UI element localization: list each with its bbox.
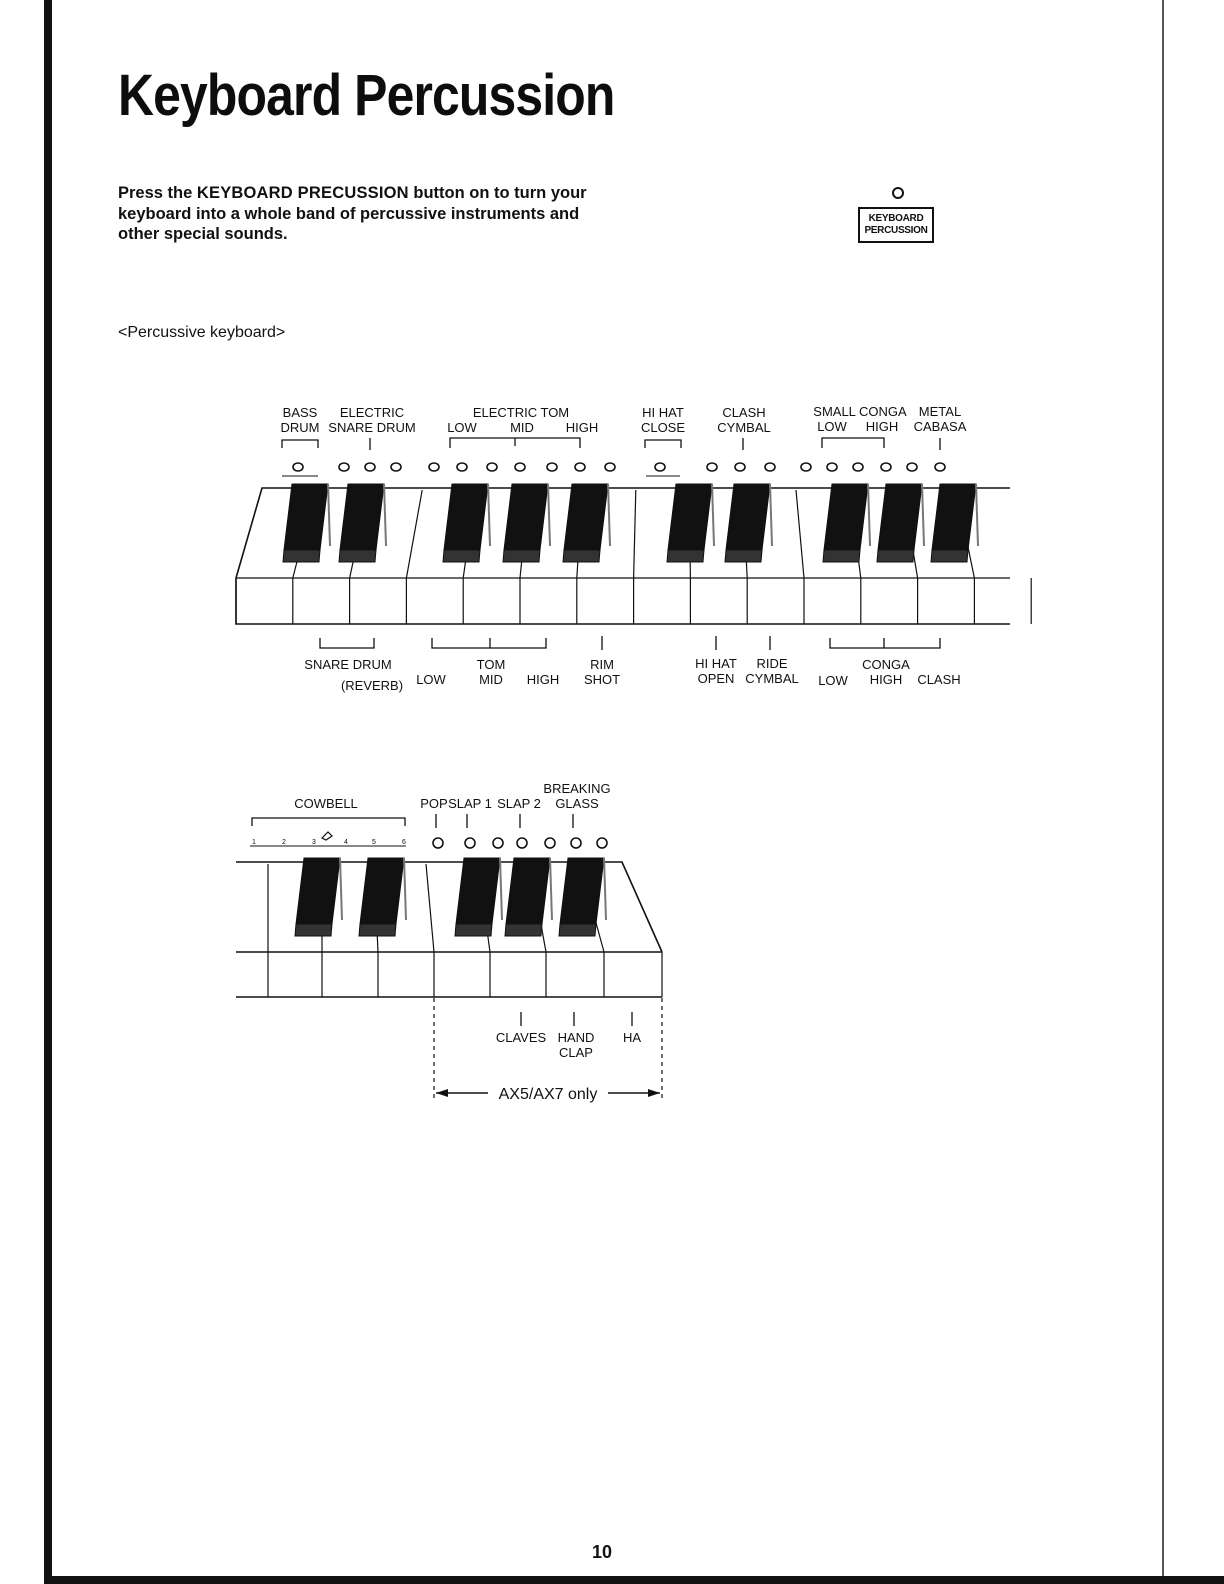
keyboard-percussion-button-line1: KEYBOARD	[868, 213, 924, 224]
percussion-icon	[465, 838, 475, 848]
black-key-9	[878, 484, 922, 550]
black-key-1-edge	[340, 858, 342, 920]
top-brackets-1	[282, 438, 940, 450]
svg-text:6: 6	[402, 839, 406, 846]
black-key-1-edge	[328, 484, 330, 546]
percussion-icon	[293, 463, 303, 471]
cowbell-bracket	[252, 818, 405, 826]
label-bass-drum: DRUM	[280, 420, 320, 435]
label-slap2: SLAP 2	[497, 796, 541, 811]
black-key-10-edge	[976, 484, 978, 546]
black-key-7-front	[725, 550, 762, 562]
percussion-icon	[735, 463, 745, 471]
percussion-icon	[339, 463, 349, 471]
percussion-icon	[597, 838, 607, 848]
black-key-10	[932, 484, 976, 550]
label-conga-low: LOW	[818, 673, 848, 688]
label-electric: ELECTRIC	[339, 405, 405, 420]
black-key-2	[360, 858, 404, 924]
percussion-icon	[487, 463, 497, 471]
percussion-icon	[515, 463, 525, 471]
black-key-2-edge	[384, 484, 386, 546]
label-hihat: HI HAT	[642, 405, 684, 420]
page-title: Keyboard Percussion	[118, 63, 615, 128]
black-key-1	[296, 858, 340, 924]
label-conga: CONGA	[862, 657, 910, 672]
black-key-9-edge	[922, 484, 924, 546]
label-tom-low: LOW	[416, 672, 446, 687]
label-metal-cabasa: CABASA	[913, 419, 967, 434]
black-key-7	[726, 484, 770, 550]
label-tom: TOM	[476, 657, 506, 672]
black-key-9-front	[877, 550, 914, 562]
percussion-icon	[571, 838, 581, 848]
percussion-icon	[881, 463, 891, 471]
svg-text:4: 4	[344, 839, 348, 846]
black-key-4-front	[503, 550, 540, 562]
black-key-1-front	[295, 924, 332, 936]
svg-text:1: 1	[252, 839, 256, 846]
black-key-7-edge	[770, 484, 772, 546]
label-rim-shot: SHOT	[583, 672, 621, 687]
label-hihat-bottom: HI HAT	[695, 656, 737, 671]
black-key-8-edge	[868, 484, 870, 546]
black-key-6-edge	[712, 484, 714, 546]
percussion-icon	[493, 838, 503, 848]
percussion-icon	[547, 463, 557, 471]
percussion-icon	[707, 463, 717, 471]
label-hand: HAND	[557, 1030, 595, 1045]
label-metal: METAL	[918, 404, 962, 419]
black-key-3-edge	[488, 484, 490, 546]
label-clash: CLASH	[722, 405, 766, 420]
intro-prefix: Press the	[118, 184, 197, 202]
intro-suffix: button on to turn your keyboard into a whole band of percussive instruments and other special sounds.	[118, 184, 587, 243]
black-key-1	[284, 484, 328, 550]
label-electric-tom-high: HIGH	[565, 420, 599, 435]
label-breaking: BREAKING	[543, 781, 611, 796]
svg-text:3: 3	[312, 839, 316, 846]
percussion-icon	[457, 463, 467, 471]
label-electric-tom: ELECTRIC TOM	[472, 405, 570, 420]
black-key-2-edge	[404, 858, 406, 920]
percussive-keyboard-1	[236, 404, 1031, 693]
black-key-5-edge	[604, 858, 606, 920]
label-small-conga-low: LOW	[817, 419, 847, 434]
black-key-10-front	[931, 550, 968, 562]
label-clash-cymbal: CYMBAL	[717, 420, 771, 435]
black-key-5-front	[563, 550, 600, 562]
label-electric-snare: SNARE DRUM	[328, 420, 416, 435]
label-clap: CLAP	[559, 1045, 593, 1060]
black-key-2-front	[339, 550, 376, 562]
white-key-top-divider	[406, 490, 422, 578]
cowbell-scale-ticks	[252, 839, 406, 846]
label-rim: RIM	[590, 657, 614, 672]
white-key-top-divider	[796, 490, 804, 578]
svg-text:5: 5	[372, 839, 376, 846]
percussion-icon	[655, 463, 665, 471]
bottom-ticks-2	[521, 1012, 632, 1026]
black-key-4-front	[505, 924, 542, 936]
black-key-3	[444, 484, 488, 550]
label-hihat-close: CLOSE	[640, 420, 686, 435]
percussion-icon	[391, 463, 401, 471]
black-key-2	[340, 484, 384, 550]
black-key-4-edge	[548, 484, 550, 546]
page-number: 10	[592, 1542, 613, 1562]
intro-button-name: KEYBOARD PRECUSSION	[196, 184, 409, 202]
label-electric-tom-low: LOW	[447, 420, 477, 435]
black-key-8	[824, 484, 868, 550]
label-ride: RIDE	[756, 656, 788, 671]
black-key-3	[456, 858, 500, 924]
cowbell-icon	[322, 832, 332, 840]
label-ha: HA	[622, 1030, 642, 1045]
black-key-1-front	[283, 550, 320, 562]
keyboard-percussion-button-line2: PERCUSSION	[864, 225, 928, 236]
black-key-3-front	[443, 550, 480, 562]
bottom-brackets-1	[320, 636, 940, 650]
percussion-icon	[801, 463, 811, 471]
black-key-6-front	[667, 550, 704, 562]
label-conga-high: HIGH	[869, 672, 903, 687]
label-tom-high: HIGH	[526, 672, 560, 687]
black-key-4	[506, 858, 550, 924]
black-key-8-front	[823, 550, 860, 562]
percussion-icon	[827, 463, 837, 471]
black-key-2-front	[359, 924, 396, 936]
range-arrow-right-head	[648, 1089, 660, 1097]
label-ride-cymbal: CYMBAL	[745, 671, 799, 686]
percussion-icon	[545, 838, 555, 848]
white-key-top-divider	[634, 490, 636, 578]
black-key-3-front	[455, 924, 492, 936]
percussion-icon	[433, 838, 443, 848]
black-key-5-edge	[608, 484, 610, 546]
label-glass: GLASS	[555, 796, 599, 811]
label-cowbell: COWBELL	[294, 796, 358, 811]
percussion-icon	[605, 463, 615, 471]
label-bass: BASS	[282, 405, 318, 420]
black-key-4	[504, 484, 548, 550]
percussion-icon	[365, 463, 375, 471]
black-key-5	[560, 858, 604, 924]
percussion-icon	[429, 463, 439, 471]
range-note: AX5/AX7 only	[498, 1086, 598, 1103]
label-conga-clash: CLASH	[917, 672, 961, 687]
black-key-5-front	[559, 924, 596, 936]
white-key-top-divider	[426, 864, 434, 952]
label-electric-tom-mid: MID	[510, 420, 534, 435]
black-key-6	[668, 484, 712, 550]
percussion-icon	[907, 463, 917, 471]
percussion-icon	[517, 838, 527, 848]
label-snare-reverb: (REVERB)	[340, 678, 404, 693]
percussion-icon	[575, 463, 585, 471]
label-claves: CLAVES	[495, 1030, 547, 1045]
svg-text:2: 2	[282, 839, 286, 846]
label-hihat-open: OPEN	[697, 671, 735, 686]
section-label: <Percussive keyboard>	[118, 324, 286, 341]
black-key-5	[564, 484, 608, 550]
percussive-keyboard-2	[236, 781, 662, 1103]
label-small-conga-high: HIGH	[865, 419, 899, 434]
black-key-3-edge	[500, 858, 502, 920]
percussion-icon	[935, 463, 945, 471]
label-pop: POP	[420, 796, 448, 811]
range-arrow-left-head	[436, 1089, 448, 1097]
label-tom-mid: MID	[479, 672, 503, 687]
percussion-icon	[853, 463, 863, 471]
label-slap1: SLAP 1	[448, 796, 492, 811]
label-small-conga: SMALL CONGA	[813, 404, 907, 419]
percussion-icon	[765, 463, 775, 471]
black-key-4-edge	[550, 858, 552, 920]
top-ticks-2	[436, 814, 573, 828]
label-snare-drum: SNARE DRUM	[304, 657, 392, 672]
